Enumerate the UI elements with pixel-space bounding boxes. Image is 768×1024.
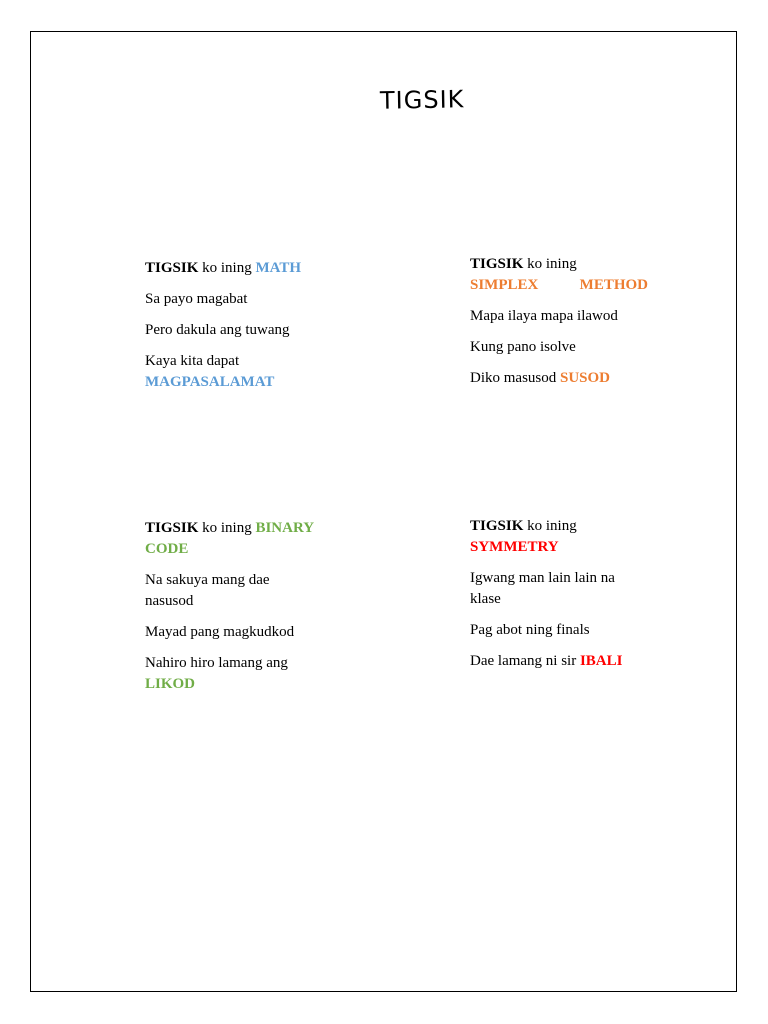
stanza-binary <box>145 518 345 705</box>
stanza-heading <box>145 258 345 279</box>
stanza-line-text: nasusod <box>145 593 194 609</box>
opener-text: ko ining <box>198 260 256 276</box>
stanza-line-text: Diko masusod <box>470 370 560 386</box>
stanza-line: Mayad pang magkudkod <box>145 624 295 640</box>
stanza-line <box>145 653 345 695</box>
stanza-line: Sa payo magabat <box>145 291 248 307</box>
stanza-line: Kung pano isolve <box>470 339 576 355</box>
stanza-heading <box>145 518 345 560</box>
stanza-line-text: Dae lamang ni sir <box>470 653 580 669</box>
stanza-line <box>470 651 660 672</box>
stanza-line-text: klase <box>470 591 501 607</box>
stanza-line: Pero dakula ang tuwang <box>145 322 290 338</box>
lead-word: TIGSIK <box>145 520 199 536</box>
stanza-line-text: Na sakuya mang dae <box>145 572 270 588</box>
opener-text: ko ining <box>523 518 577 534</box>
opener-text: ko ining <box>523 256 577 272</box>
keyword-part: METHOD <box>579 277 648 293</box>
stanza-line-text: Nahiro hiro lamang ang <box>145 655 288 671</box>
end-keyword: MAGPASALAMAT <box>145 374 275 390</box>
stanza-line: Mapa ilaya mapa ilawod <box>470 308 618 324</box>
end-keyword: SUSOD <box>560 370 611 386</box>
stanza-line-text: Igwang man lain lain na <box>470 570 615 586</box>
keyword-line <box>470 275 648 296</box>
page-title: TIGSIK <box>379 85 465 115</box>
stanza-heading <box>470 516 660 558</box>
keyword: MATH <box>255 260 302 276</box>
keyword: BINARY <box>255 520 315 536</box>
lead-word: TIGSIK <box>470 256 524 272</box>
stanza-heading <box>470 254 648 296</box>
stanza-simplex <box>470 254 648 399</box>
lead-word: TIGSIK <box>470 518 524 534</box>
stanza-line <box>145 351 345 393</box>
keyword: SYMMETRY <box>470 539 559 555</box>
stanza-line <box>145 570 345 612</box>
stanza-line <box>470 368 648 389</box>
stanza-line-text: Kaya kita dapat <box>145 353 240 369</box>
end-keyword: IBALI <box>579 653 623 669</box>
end-keyword: LIKOD <box>145 676 196 692</box>
stanza-symmetry <box>470 516 660 682</box>
stanza-line <box>470 568 660 610</box>
stanza-line: Pag abot ning finals <box>470 622 590 638</box>
stanza-math <box>145 258 345 393</box>
keyword-part: SIMPLEX <box>470 277 539 293</box>
lead-word: TIGSIK <box>145 260 199 276</box>
keyword-continued: CODE <box>145 541 189 557</box>
document-page <box>30 31 737 992</box>
opener-text: ko ining <box>198 520 256 536</box>
